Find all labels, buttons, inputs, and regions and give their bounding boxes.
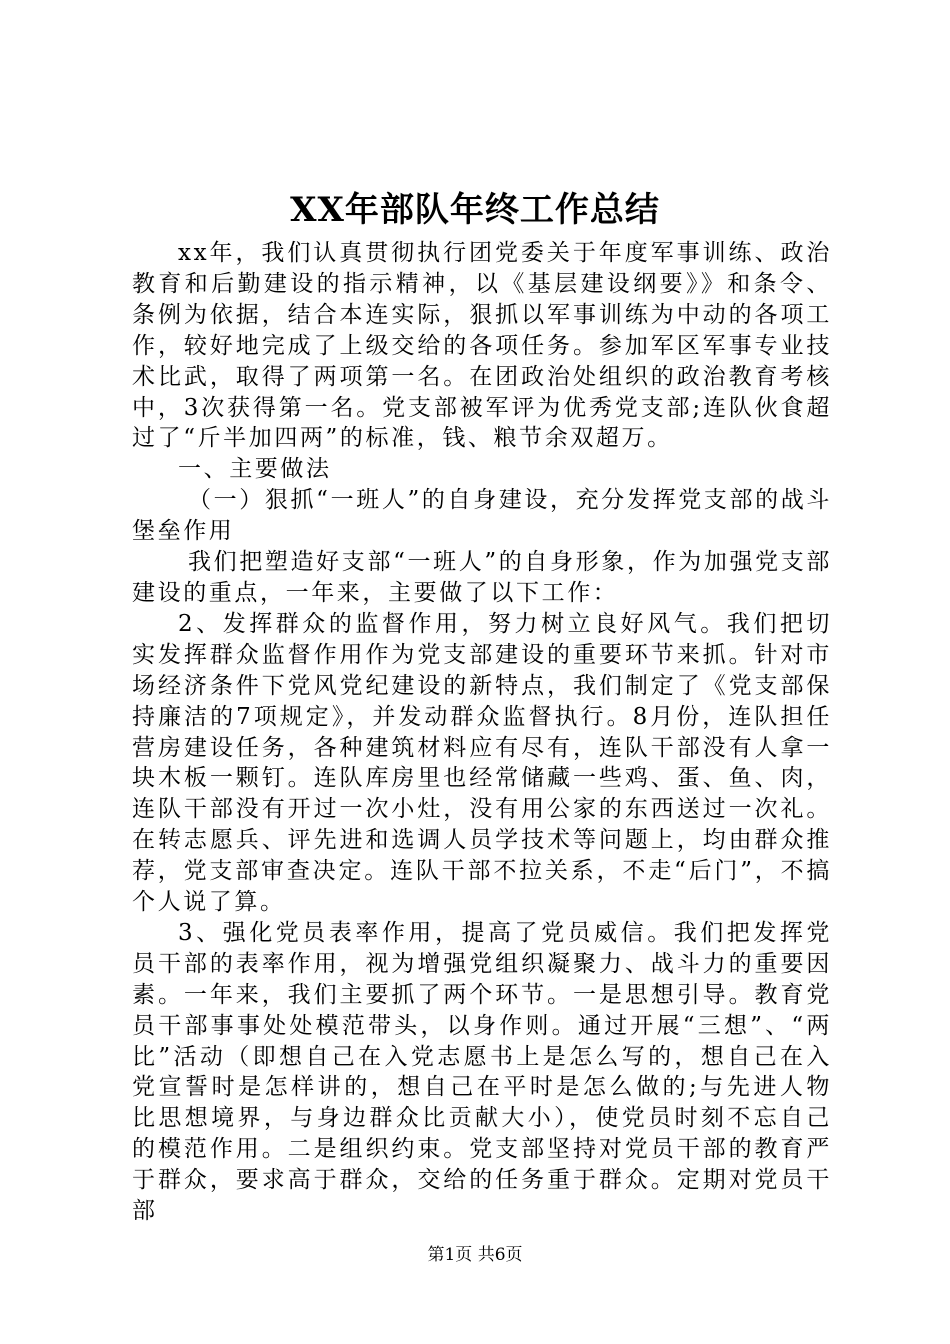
body-paragraph: 2、发挥群众的监督作用，努力树立良好风气。我们把切实发挥群众监督作用作为党支部建设的重要环节来抓。针对市场经济条件下党风党纪建设的新特点，我们制定了《党支部保持廉洁的7项规定》，并发动群众监督执行。8月份，连队担任营房建设任务，各种建筑材料应有尽有，连队干部没有人拿一块木板一颗钉。连队库房里也经常储藏一些鸡、蛋、鱼、肉，连队干部没有开过一次小灶，没有用公家的东西送过一次礼。在转志愿兵、评先进和选调人员学技术等问题上，均由群众推荐，党支部审查决定。连队干部不拉关系，不走“后门”，不搞个人说了算。 [132,610,832,916]
document-title: XX年部队年终工作总结 [290,190,660,230]
document-body [132,238,832,1227]
page-footer: 第1页 共6页 [427,1245,523,1265]
body-paragraph: 我们把塑造好支部“一班人”的自身形象，作为加强党支部建设的重点，一年来，主要做了以下工作： [132,549,832,606]
subsection-heading: （一）狠抓“一班人”的自身建设，充分发挥党支部的战斗堡垒作用 [132,487,832,545]
body-paragraph: 3、强化党员表率作用，提高了党员威信。我们把发挥党员干部的表率作用，视为增强党组织凝聚力、战斗力的重要因素。一年来，我们主要抓了两个环节。一是思想引导。教育党员干部事事处处模范带头，以身作则。通过开展“三想”、“两比”活动（即想自己在入党志愿书上是怎么写的，想自己在入党宣誓时是怎样讲的，想自己在平时是怎么做的;与先进人物比思想境界，与身边群众比贡献大小），使党员时刻不忘自己的模范作用。二是组织约束。党支部坚持对党员干部的教育严于群众，要求高于群众，交给的任务重于群众。定期对党员干部 [132,919,832,1225]
section-heading: 一、主要做法 [178,456,332,483]
intro-paragraph: xx年，我们认真贯彻执行团党委关于年度军事训练、政治教育和后勤建设的指示精神，以《基层建设纲要》》和条令、条例为依据，结合本连实际，狠抓以军事训练为中动的各项工作，较好地完成了上级交给的各项任务。参加军区军事专业技术比武，取得了两项第一名。在团政治处组织的政治教育考核中，3次获得第一名。党支部被军评为优秀党支部;连队伙食超过了“斤半加四两”的标准，钱、粮节余双超万。 [132,240,832,452]
